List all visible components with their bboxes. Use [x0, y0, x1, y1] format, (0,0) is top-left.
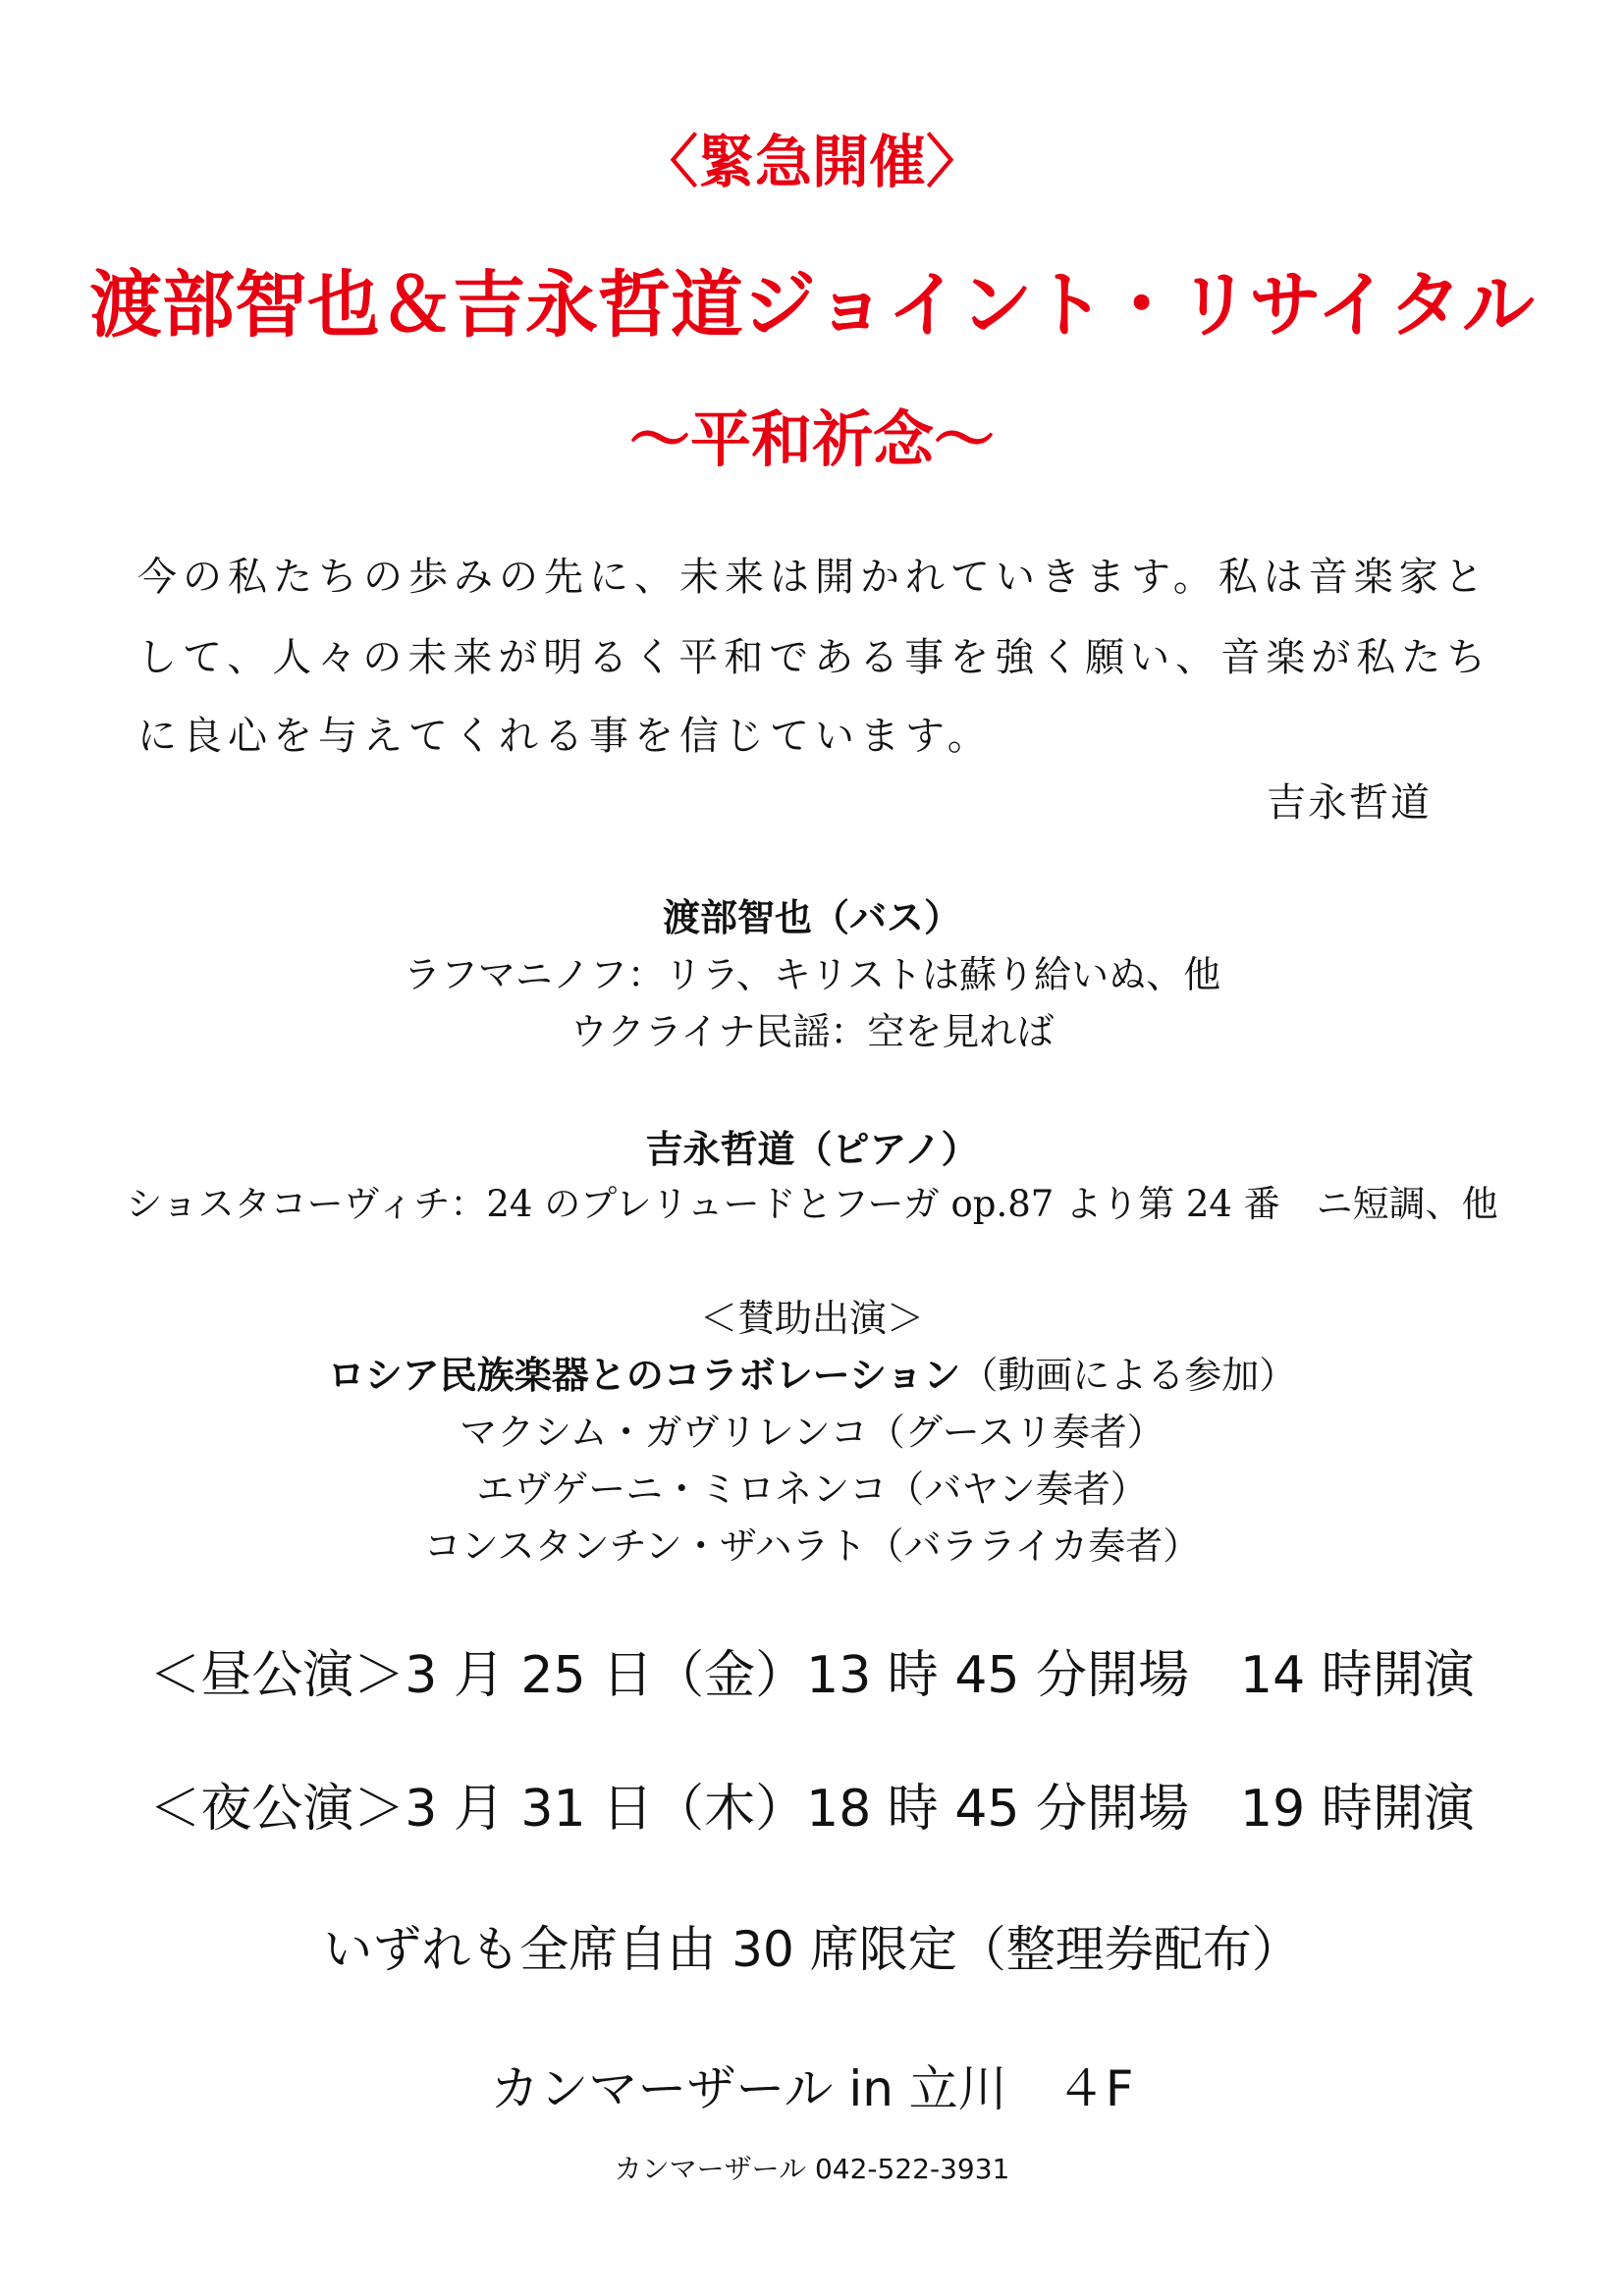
special-member: コンスタンチン・ザハラト（バラライカ奏者） [423, 1524, 1201, 1568]
performer-bass-program-2: ウクライナ民謡：空を見れば [569, 1010, 1055, 1053]
urgent-label: 〈緊急開催〉 [640, 129, 983, 195]
show-day: ＜昼公演＞3 月 25 日（金）13 時 45 分開場 14 時開演 [149, 1646, 1475, 1705]
contact-info: カンマーザール 042-522-3931 [614, 2153, 1010, 2185]
seating-info: いずれも全席自由 30 席限定（整理券配布） [323, 1921, 1301, 1978]
special-collaboration [0, 1345, 1624, 1399]
performer-bass-name: 渡部智也（バス） [662, 895, 961, 939]
special-member: マクシム・ガヴリレンコ（グースリ奏者） [460, 1411, 1164, 1454]
venue: カンマーザール in 立川 ４F [490, 2060, 1134, 2117]
special-member: エヴゲーニ・ミロネンコ（バヤン奏者） [476, 1468, 1148, 1511]
show-night: ＜夜公演＞3 月 31 日（木）18 時 45 分開場 19 時開演 [149, 1780, 1475, 1839]
intro-line-3: に良心を与えてくれる事を信じています。 [137, 714, 993, 759]
performer-bass-program-1: ラフマニノフ：リラ、キリストは蘇り給いぬ、他 [403, 953, 1221, 996]
intro-line-1: 今の私たちの歩みの先に、未来は開かれていきます。私は音楽家と [137, 555, 1489, 600]
collaboration-title: ロシア民族楽器とのコラボレーション [327, 1354, 961, 1397]
recital-subtitle: ～平和祈念～ [628, 403, 995, 475]
performer-piano-program-1: ショスタコーヴィチ：24 のプレリュードとフーガ op.87 より第 24 番 ニ短調、他 [126, 1183, 1498, 1225]
intro-line-2: して、人々の未来が明るく平和である事を強く願い、音楽が私たち [137, 635, 1492, 680]
performer-piano-name: 吉永哲道（ピアノ） [645, 1127, 979, 1171]
intro-signature: 吉永哲道 [1267, 780, 1432, 826]
recital-title: 渡部智也＆吉永哲道ジョイント・リサイタル [89, 263, 1535, 347]
collaboration-note: （動画による参加） [960, 1354, 1297, 1397]
special-guest-heading: ＜賛助出演＞ [699, 1297, 924, 1340]
